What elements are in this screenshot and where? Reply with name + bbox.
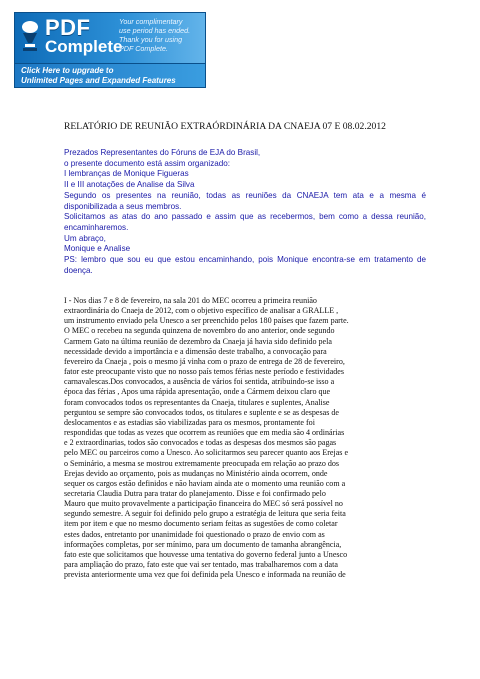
report-body-line: informações completas, por ser mínimo, para um documento de tamanha abrangência, <box>64 539 342 549</box>
report-body-line: extraordinária do Cnaeja de 2012, com o objetivo específico de analisar a GRALLE , <box>64 306 339 316</box>
report-body <box>64 296 428 580</box>
upgrade-link-line[interactable]: Unlimited Pages and Expanded Features <box>21 76 176 85</box>
intro-paragraph: Solicitamos as atas do ano passado e assim que as recebermos, bem como a dessa reunião, encaminharemos. <box>64 212 426 232</box>
report-body-line: perguntou se sempre são convocados todos, os titulares e suplente e se as despesas de <box>64 407 339 417</box>
report-body-line: Carmem Gato na última reunião de dezembro da Cnaeja já havia sido definido pela <box>64 336 332 346</box>
report-body-line: um instrumento enviado pela Unesco a ser preenchido pelos 180 países que fazem parte. <box>64 316 349 326</box>
report-body-line: foram convocados todos os representantes da Cnaeja, titulares e suplentes, Analise <box>64 397 330 407</box>
report-body-line: e 2 extraordinarias, todos são convocados e todas as despesas dos mesmos são pagas <box>64 438 337 448</box>
report-body-line: necessidade devido a importância e a dimensão deste trabalho, a convocação para <box>64 346 327 356</box>
report-body-line: fevereiro da Cnaeja , pois o mesmo já vinha com o prazo de entrega de 28 de fevereiro, <box>64 356 345 366</box>
report-body-line: o Seminário, a mesma se mostrou extremamente preocupada em relação ao prazo dos <box>64 458 340 468</box>
report-body-line: estes dados, entretanto por unanimidade foi questionado o prazo de envio com as <box>64 529 325 539</box>
report-body-line: segundo semestre. A seguir foi definido pelo grupo a estratégia de leitura que seria feita <box>64 509 346 519</box>
document-title: RELATÓRIO DE REUNIÃO EXTRAÓRDINÁRIA DA CNAEJA 07 E 08.02.2012 <box>64 121 386 132</box>
report-body-line: prevista anteriormente uma vez que foi definida pela Unesco e informada na reunião de <box>64 570 346 580</box>
report-body-line: Mauro que muito provavelmente a participação financeira do MEC só será possível no <box>64 499 343 509</box>
report-body-line: carnavalescas.Dos convocados, a ausência de vários foi sentida, atribuindo-se isso a <box>64 377 335 387</box>
report-body-line: respondidas que todas as vezes que ocorrem as reuniões que em media são 4 ordinárias <box>64 428 345 438</box>
report-body-line: época das férias , Apos uma rápida apresentação, onde a Cármem deixou claro que <box>64 387 331 397</box>
report-body-line: sequer os cargos estão definidos e não haviam ainda ate o momento uma reunião com a <box>64 478 346 488</box>
report-body-line: item por item e que no mesmo documento seriam feitas as sugestões de como coletar <box>64 519 338 529</box>
intro-line: I lembranças de Monique Figueras <box>64 169 189 179</box>
upgrade-link-line[interactable]: Click Here to upgrade to <box>21 66 114 75</box>
brand-pdf: PDF <box>45 15 91 40</box>
report-body-line: pelo MEC ou parceiros como a Unesco. Ao solicitarmos seu parecer quanto aos Erejas e <box>64 448 349 458</box>
pdf-complete-logo-icon <box>19 19 41 53</box>
report-body-line: fator este preocupante visto que no nosso país temos férias neste período e festividades <box>64 367 344 377</box>
report-body-line: fato este que solicitamos que houvesse uma tentativa do governo federal junto a Unesco <box>64 549 348 559</box>
promo-message <box>119 17 203 53</box>
report-body-line: Erejas devido ao orçamento, pois as mudanças no Ministério ainda ocorrem, onde <box>64 468 328 478</box>
report-body-line: secretaria Claudia Dutra para tratar do planejamento. Disse e foi confirmado pelo <box>64 488 326 498</box>
promo-line: Your complimentary <box>119 17 183 26</box>
intro-section <box>64 148 426 276</box>
closing-line: Monique e Analise <box>64 244 131 254</box>
postscript: PS: lembro que sou eu que estou encaminhando, pois Monique encontra-se em tratamento de doença. <box>64 255 426 275</box>
report-body-line: deslocamentos e as estadias são viabilizadas para os mesmos, prontamente foi <box>64 417 315 427</box>
upgrade-link[interactable] <box>15 63 205 87</box>
intro-line: Prezados Representantes do Fóruns de EJA do Brasil, <box>64 148 261 157</box>
intro-paragraph: Segundo os presentes na reunião, todas as reuniões da CNAEJA tem ata e a mesma é disponibilizada a seus membros. <box>64 190 426 211</box>
report-body-line: para ampliação do prazo, fato este que vai ser tentado, mas trabalharemos com a data <box>64 560 338 570</box>
intro-line: o presente documento está assim organizado: <box>64 158 231 168</box>
report-body-line: I - Nos dias 7 e 8 de fevereiro, na sala 201 do MEC ocorreu a primeira reunião <box>64 296 317 305</box>
pdf-complete-upgrade-banner[interactable] <box>14 12 206 88</box>
promo-line: use period has ended. <box>119 26 191 35</box>
intro-line: II e III anotações de Analise da Silva <box>64 180 195 190</box>
promo-line: PDF Complete. <box>119 44 168 53</box>
closing-line: Um abraço, <box>64 233 106 243</box>
report-body-line: O MEC o recebeu na segunda quinzena de novembro do ano anterior, onde segundo <box>64 326 335 336</box>
brand-complete: Complete <box>45 37 123 56</box>
promo-line: Thank you for using <box>119 35 183 44</box>
